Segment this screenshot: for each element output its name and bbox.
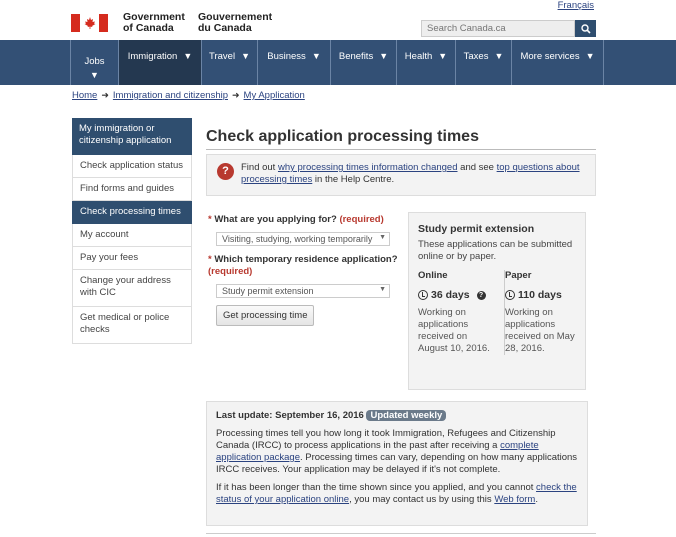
q2-label: * Which temporary residence application? (required) [208,254,398,277]
online-note: Working on applications received on August 10, 2016. [418,307,490,354]
clock-icon [505,290,515,300]
update-panel [206,401,588,526]
chevron-down-icon: ▼ [585,51,595,61]
nav-jobs[interactable]: Jobs ▼ [70,40,118,85]
government-of-canada-en: Government of Canada [123,11,185,34]
chevron-down-icon: ▼ [379,286,386,293]
sidebar-item-processing-times[interactable]: Check processing times [72,201,192,224]
arrow-right-icon: ➜ [232,90,240,100]
chevron-down-icon: ▼ [311,51,321,61]
chevron-down-icon: ▼ [90,70,99,80]
temporary-residence-select[interactable]: Study permit extension ▼ [216,284,390,298]
nav-travel[interactable]: Travel ▼ [201,40,257,85]
gouvernement-du-canada-fr: Gouvernement du Canada [198,11,273,34]
paper-column [504,270,582,355]
sidebar-item-pay-fees[interactable]: Pay your fees [72,247,192,270]
canada-flag-logo[interactable] [71,14,108,32]
question-icon: ? [217,163,234,180]
nav-immigration[interactable]: Immigration ▼ [118,40,201,85]
sidebar-item-medical-police[interactable]: Get medical or police checks [72,307,192,344]
breadcrumb [72,90,305,101]
web-form-link[interactable]: Web form [494,494,536,505]
why-changed-link[interactable]: why processing times information changed [277,162,458,173]
q1-label: * What are you applying for? (required) [208,214,384,225]
get-processing-time-button[interactable]: Get processing time [216,305,314,326]
result-description: These applications can be submitted online or by paper. [418,239,573,262]
site-search [421,20,596,37]
help-icon[interactable]: ? [477,291,486,300]
sidebar-item-my-account[interactable]: My account [72,224,192,247]
last-update-heading: Last update: September 16, 2016 Updated weekly [216,410,578,422]
title-divider [206,149,596,150]
search-icon [581,24,591,34]
nav-benefits[interactable]: Benefits ▼ [330,40,396,85]
chevron-down-icon: ▼ [379,234,386,241]
sidebar-item-forms-guides[interactable]: Find forms and guides [72,178,192,201]
paper-note: Working on applications received on May 28, 2016. [505,307,575,354]
chevron-down-icon: ▼ [183,51,193,61]
language-toggle-link[interactable]: Français [557,0,594,11]
online-days: 36 days ? [418,289,496,301]
update-paragraph-2: If it has been longer than the time shown since you applied, and you cannot check the status of your application online, you may contact us by using this Web form. [216,482,577,505]
nav-taxes[interactable]: Taxes ▼ [455,40,511,85]
info-box [206,154,596,196]
chevron-down-icon: ▼ [438,51,448,61]
sidebar [72,118,192,344]
online-column [418,270,496,355]
top-questions-link[interactable]: top questions about processing times [241,162,580,185]
application-type-select[interactable]: Visiting, studying, working temporarily ▼ [216,232,390,246]
info-text: Find out why processing times information changed and see top questions about processing times in the Help Centre. [241,162,580,185]
page-title: Check application processing times [206,128,479,145]
search-button[interactable] [575,20,596,37]
updated-weekly-badge: Updated weekly [366,410,446,421]
nav-more-services[interactable]: More services ▼ [511,40,603,85]
search-input[interactable] [421,20,575,37]
chevron-down-icon: ▼ [494,51,504,61]
bottom-divider [206,533,596,534]
sidebar-heading[interactable]: My immigration or citizenship application [72,118,192,155]
check-status-online-link[interactable]: check the status of your application online [216,482,577,505]
breadcrumb-my-application[interactable]: My Application [243,90,305,101]
clock-icon [418,290,428,300]
chevron-down-icon: ▼ [379,51,389,61]
breadcrumb-immigration[interactable]: Immigration and citizenship [112,90,228,101]
online-label: Online [418,270,448,281]
paper-label: Paper [505,270,532,281]
chevron-down-icon: ▼ [241,51,250,61]
result-title: Study permit extension [418,223,535,235]
complete-package-link[interactable]: complete application package [216,440,539,463]
processing-time-form [208,214,398,326]
nav-health[interactable]: Health ▼ [396,40,455,85]
arrow-right-icon: ➜ [101,90,109,100]
sidebar-item-check-status[interactable]: Check application status [72,155,192,178]
main-nav [0,40,676,85]
sidebar-item-change-address[interactable]: Change your address with CIC [72,270,192,307]
site-header [0,0,676,40]
nav-business[interactable]: Business ▼ [257,40,330,85]
paper-days: 110 days [505,289,582,301]
update-paragraph-1: Processing times tell you how long it took Immigration, Refugees and Citizenship Canada (IRCC) to process applications in the past after receiving a complete application package. Processing times can vary, depending on how many applications IRCC receives. Your application may be delayed if it's not complete. [216,428,578,475]
breadcrumb-home[interactable]: Home [72,90,98,101]
result-panel [408,212,586,390]
